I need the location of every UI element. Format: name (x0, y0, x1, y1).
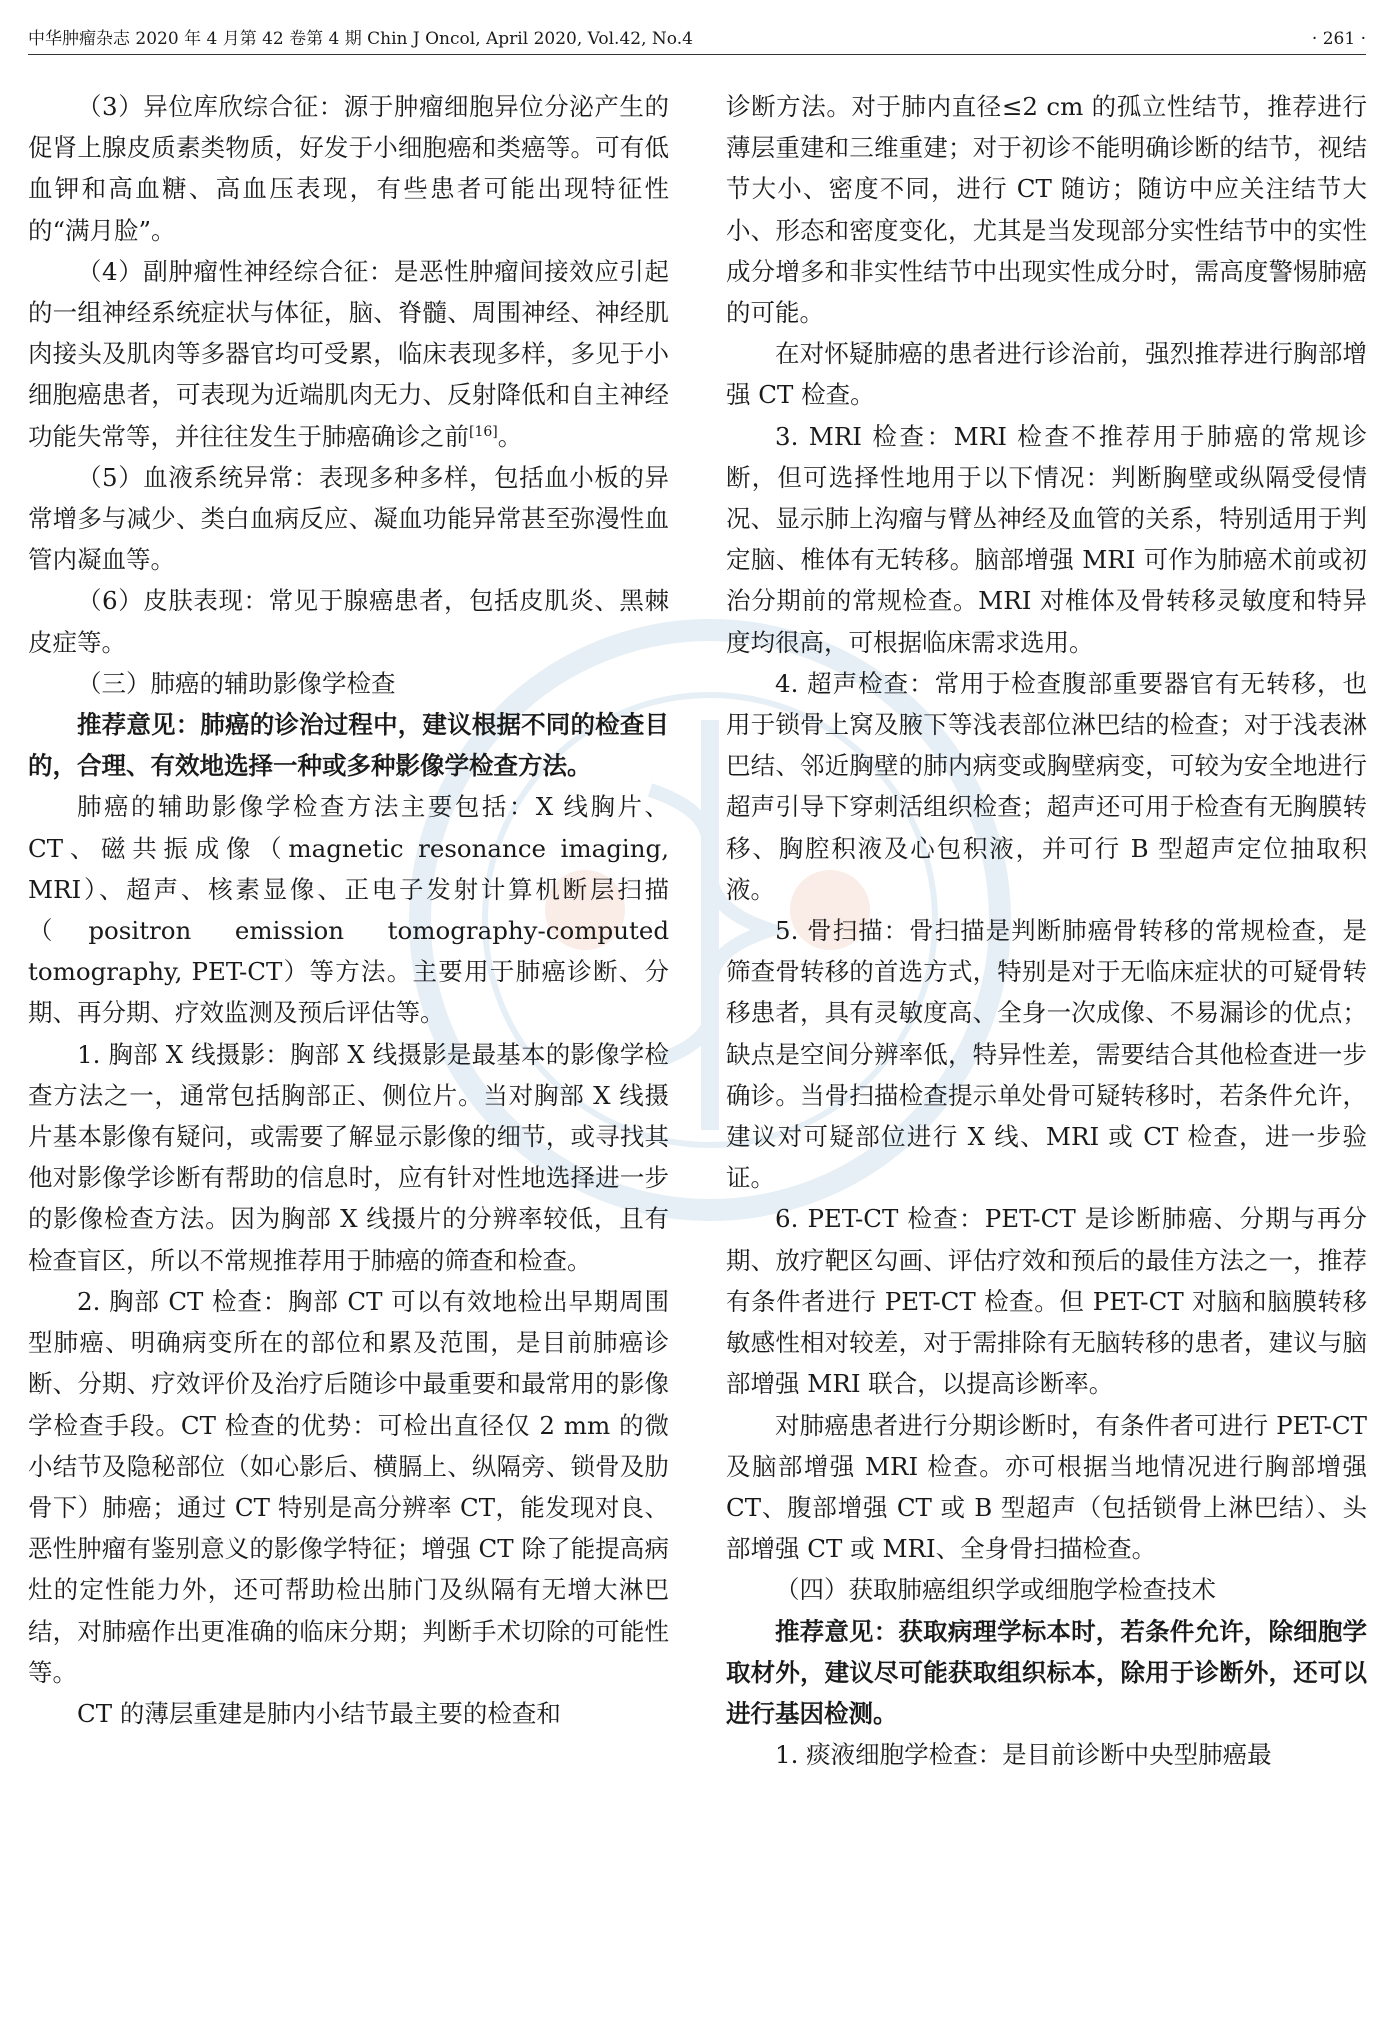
paragraph: 2. 胸部 CT 检查：胸部 CT 可以有效地检出早期周围型肺癌、明确病变所在的部位和累及范围，是目前肺癌诊断、分期、疗效评价及治疗后随诊中最重要和最常用的影像学检查手段。CT 检查的优势：可检出直径仅 2 mm 的微小结节及隐秘部位（如心影后、横膈上、纵隔旁、锁骨及肋骨下）肺癌；通过 CT 特别是高分辨率 CT，能发现对良、恶性肿瘤有鉴别意义的影像学特征；增强 CT 除了能提高病灶的定性能力外，还可帮助检出肺门及纵隔有无增大淋巴结，对肺癌作出更准确的临床分期；判断手术切除的可能性等。 (28, 1286, 669, 1687)
paragraph: 在对怀疑肺癌的患者进行诊治前，强烈推荐进行胸部增强 CT 检查。 (726, 339, 1367, 410)
paragraph: 5. 骨扫描：骨扫描是判断肺癌骨转移的常规检查，是筛查骨转移的首选方式，特别是对于无临床症状的可疑骨转移患者，具有灵敏度高、全身一次成像、不易漏诊的优点；缺点是空间分辨率低，特异性差，需要结合其他检查进一步确诊。当骨扫描检查提示单处骨可疑转移时，若条件允许，建议对可疑部位进行 X 线、MRI 或 CT 检查，进一步验证。 (726, 916, 1367, 1193)
paragraph: 1. 痰液细胞学检查：是目前诊断中央型肺癌最 (775, 1740, 1272, 1770)
recommendation: 推荐意见：肺癌的诊治过程中，建议根据不同的检查目的，合理、有效地选择一种或多种影像学检查方法。 (28, 710, 669, 781)
paragraph: （3）异位库欣综合征：源于肿瘤细胞异位分泌产生的促肾上腺皮质素类物质，好发于小细胞癌和类癌等。可有低血钾和高血糖、高血压表现，有些患者可能出现特征性的“满月脸”。 (28, 92, 669, 245)
journal-citation: 中华肿瘤杂志 2020 年 4 月第 42 卷第 4 期 Chin J Oncol, April 2020, Vol.42, No.4 (28, 29, 693, 49)
running-header (28, 24, 1366, 55)
paragraph: CT 的薄层重建是肺内小结节最主要的检查和 (77, 1698, 561, 1728)
paragraph: 4. 超声检查：常用于检查腹部重要器官有无转移，也用于锁骨上窝及腋下等浅表部位淋巴结的检查；对于浅表淋巴结、邻近胸壁的肺内病变或胸壁病变，可较为安全地进行超声引导下穿刺活组织检查；超声还可用于检查有无胸膜转移、胸腔积液及心包积液，并可行 B 型超声定位抽取积液。 (726, 668, 1367, 904)
paragraph: 对肺癌患者进行分期诊断时，有条件者可进行 PET-CT 及脑部增强 MRI 检查。亦可根据当地情况进行胸部增强 CT、腹部增强 CT 或 B 型超声（包括锁骨上淋巴结）、头部增强 CT 或 MRI、全身骨扫描检查。 (726, 1410, 1367, 1564)
paragraph: 3. MRI 检查：MRI 检查不推荐用于肺癌的常规诊断，但可选择性地用于以下情况：判断胸壁或纵隔受侵情况、显示肺上沟瘤与臂丛神经及血管的关系，特别适用于判定脑、椎体有无转移。脑部增强 MRI 可作为肺癌术前或初治分期前的常规检查。MRI 对椎体及骨转移灵敏度和特异度均很高，可根据临床需求选用。 (726, 421, 1367, 657)
paragraph: 肺癌的辅助影像学检查方法主要包括：X 线胸片、CT、磁共振成像（magnetic resonance imaging, MRI）、超声、核素显像、正电子发射计算机断层扫描（positron emission tomography-computed tomography, PET-CT）等方法。主要用于肺癌诊断、分期、再分期、疗效监测及预后评估等。 (28, 792, 669, 1028)
section-heading: （三）肺癌的辅助影像学检查 (77, 668, 396, 698)
paragraph-with-citation (28, 251, 669, 457)
citation-ref: [16] (469, 423, 498, 440)
paragraph: 6. PET-CT 检查：PET-CT 是诊断肺癌、分期与再分期、放疗靶区勾画、评估疗效和预后的最佳方法之一，推荐有条件者进行 PET-CT 检查。但 PET-CT 对脑和脑膜转移敏感性相对较差，对于需排除有无脑转移的患者，建议与脑部增强 MRI 联合，以提高诊断率。 (726, 1204, 1367, 1399)
left-column (28, 86, 669, 2026)
paragraph: （6）皮肤表现：常见于腺癌患者，包括皮肌炎、黑棘皮症等。 (28, 586, 669, 657)
paragraph: 1. 胸部 X 线摄影：胸部 X 线摄影是最基本的影像学检查方法之一，通常包括胸部正、侧位片。当对胸部 X 线摄片基本影像有疑问，或需要了解显示影像的细节，或寻找其他对影像学诊断有帮助的信息时，应有针对性地选择进一步的影像检查方法。因为胸部 X 线摄片的分辨率较低，且有检查盲区，所以不常规推荐用于肺癌的筛查和检查。 (28, 1039, 669, 1275)
paragraph-text: （4）副肿瘤性神经综合征：是恶性肿瘤间接效应引起的一组神经系统症状与体征，脑、脊髓、周围神经、神经肌肉接头及肌肉等多器官均可受累，临床表现多样，多见于小细胞癌患者，可表现为近端肌肉无力、反射降低和自主神经功能失常等，并往往发生于肺癌确诊之前 (28, 256, 669, 451)
recommendation: 推荐意见：获取病理学标本时，若条件允许，除细胞学取材外，建议尽可能获取组织标本，除用于诊断外，还可以进行基因检测。 (726, 1616, 1367, 1728)
paragraph: （5）血液系统异常：表现多种多样，包括血小板的异常增多与减少、类白血病反应、凝血功能异常甚至弥漫性血管内凝血等。 (28, 462, 669, 575)
right-column (726, 86, 1367, 2026)
paragraph-end: 。 (497, 421, 523, 451)
page-number: · 261 · (1311, 29, 1366, 49)
section-heading: （四）获取肺癌组织学或细胞学检查技术 (775, 1575, 1216, 1605)
paragraph-continued: 诊断方法。对于肺内直径≤2 cm 的孤立性结节，推荐进行薄层重建和三维重建；对于初诊不能明确诊断的结节，视结节大小、密度不同，进行 CT 随访；随访中应关注结节大小、形态和密度变化，尤其是当发现部分实性结节中的实性成分增多和非实性结节中出现实性成分时，需高度警惕肺癌的可能。 (726, 92, 1367, 328)
